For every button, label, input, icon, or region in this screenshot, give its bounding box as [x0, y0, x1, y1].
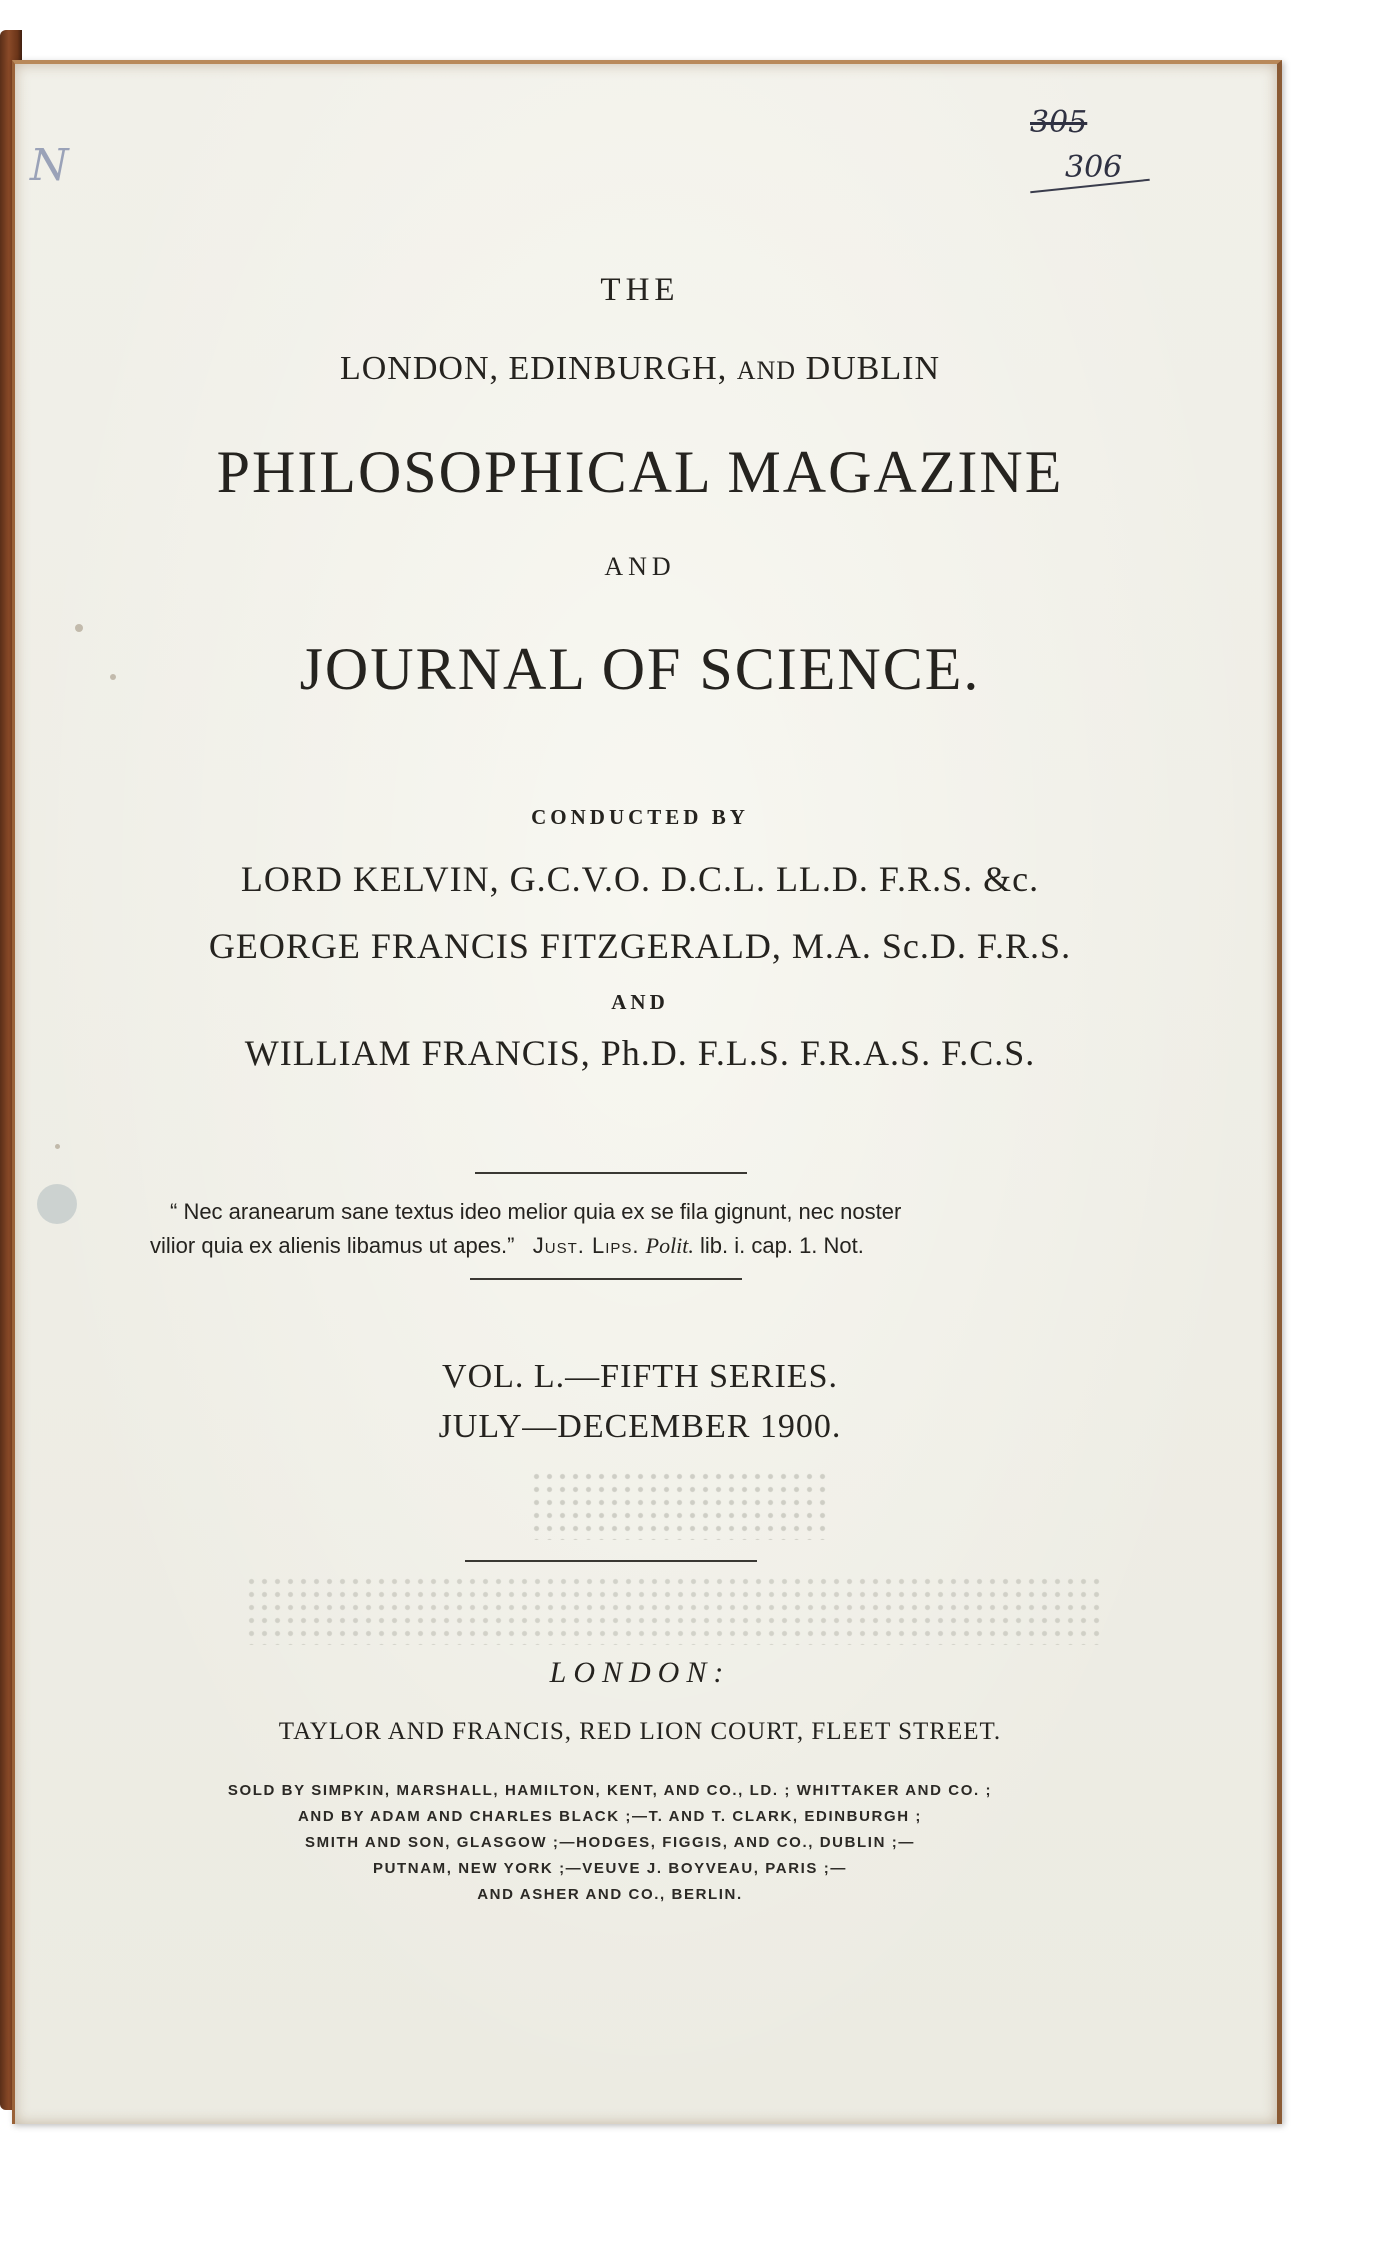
handwritten-struck-number: 305 [1030, 105, 1088, 140]
pencil-mark: N [30, 140, 69, 191]
volume-dates: JULY—DECEMBER 1900. [438, 1408, 842, 1445]
editor-kelvin: LORD KELVIN, G.C.V.O. D.C.L. LL.D. F.R.S. &c. [240, 859, 1040, 899]
foxing-spot [37, 1184, 77, 1224]
divider-rule [470, 1278, 742, 1280]
title-journal: JOURNAL OF SCIENCE. [299, 636, 981, 702]
volume-series: VOL. L.—FIFTH SERIES. [442, 1358, 838, 1395]
epigraph-author: Just. Lips. [532, 1233, 640, 1258]
title-places [110, 350, 1170, 388]
sold-by-line: AND BY ADAM AND CHARLES BLACK ;—T. AND T. CLARK, EDINBURGH ; [297, 1808, 923, 1825]
epigraph-reference: lib. i. cap. 1. Not. [700, 1233, 864, 1258]
sold-by-line: SMITH AND SON, GLASGOW ;—HODGES, FIGGIS, AND CO., DUBLIN ;— [305, 1834, 915, 1851]
divider-rule [475, 1172, 747, 1174]
sold-by-line: PUTNAM, NEW YORK ;—VEUVE J. BOYVEAU, PARIS ;— [373, 1860, 847, 1877]
conducted-by: CONDUCTED BY [531, 805, 749, 829]
epigraph-line2 [150, 1229, 1070, 1263]
title-places-part2: DUBLIN [805, 350, 941, 387]
foxing-spot [55, 1144, 60, 1149]
publisher-name: TAYLOR AND FRANCIS, RED LION COURT, FLEET STREET. [278, 1718, 1002, 1745]
editor-fitzgerald: GEORGE FRANCIS FITZGERALD, M.A. Sc.D. F.R.S. [208, 926, 1072, 966]
embossed-university-stamp [245, 1575, 1105, 1645]
title-magazine: PHILOSOPHICAL MAGAZINE [216, 439, 1064, 505]
divider-rule [465, 1560, 757, 1562]
editor-francis: WILLIAM FRANCIS, Ph.D. F.L.S. F.R.A.S. F.C.S. [244, 1033, 1036, 1073]
handwritten-number: 306 [1065, 150, 1123, 185]
title-places-and: AND [736, 356, 797, 385]
sold-by-line: AND ASHER AND CO., BERLIN. [477, 1886, 743, 1903]
publisher-city: LONDON: [549, 1656, 731, 1689]
sold-by-line: SOLD BY SIMPKIN, MARSHALL, HAMILTON, KENT, AND CO., LD. ; WHITTAKER AND CO. ; [227, 1782, 993, 1799]
epigraph [150, 1195, 1070, 1263]
editors-and: AND [611, 990, 669, 1014]
title-and: AND [604, 552, 676, 581]
epigraph-line2-text: vilior quia ex alienis libamus ut apes.” [150, 1233, 515, 1258]
title-the: THE [600, 272, 680, 308]
epigraph-line1: “ Nec aranearum sane textus ideo melior quia ex se fila gignunt, nec noster [170, 1199, 902, 1224]
embossed-library-stamp [530, 1470, 830, 1540]
foxing-spot [75, 624, 83, 632]
title-places-part1: LONDON, EDINBURGH, [339, 350, 728, 387]
epigraph-work: Polit. [645, 1233, 694, 1258]
